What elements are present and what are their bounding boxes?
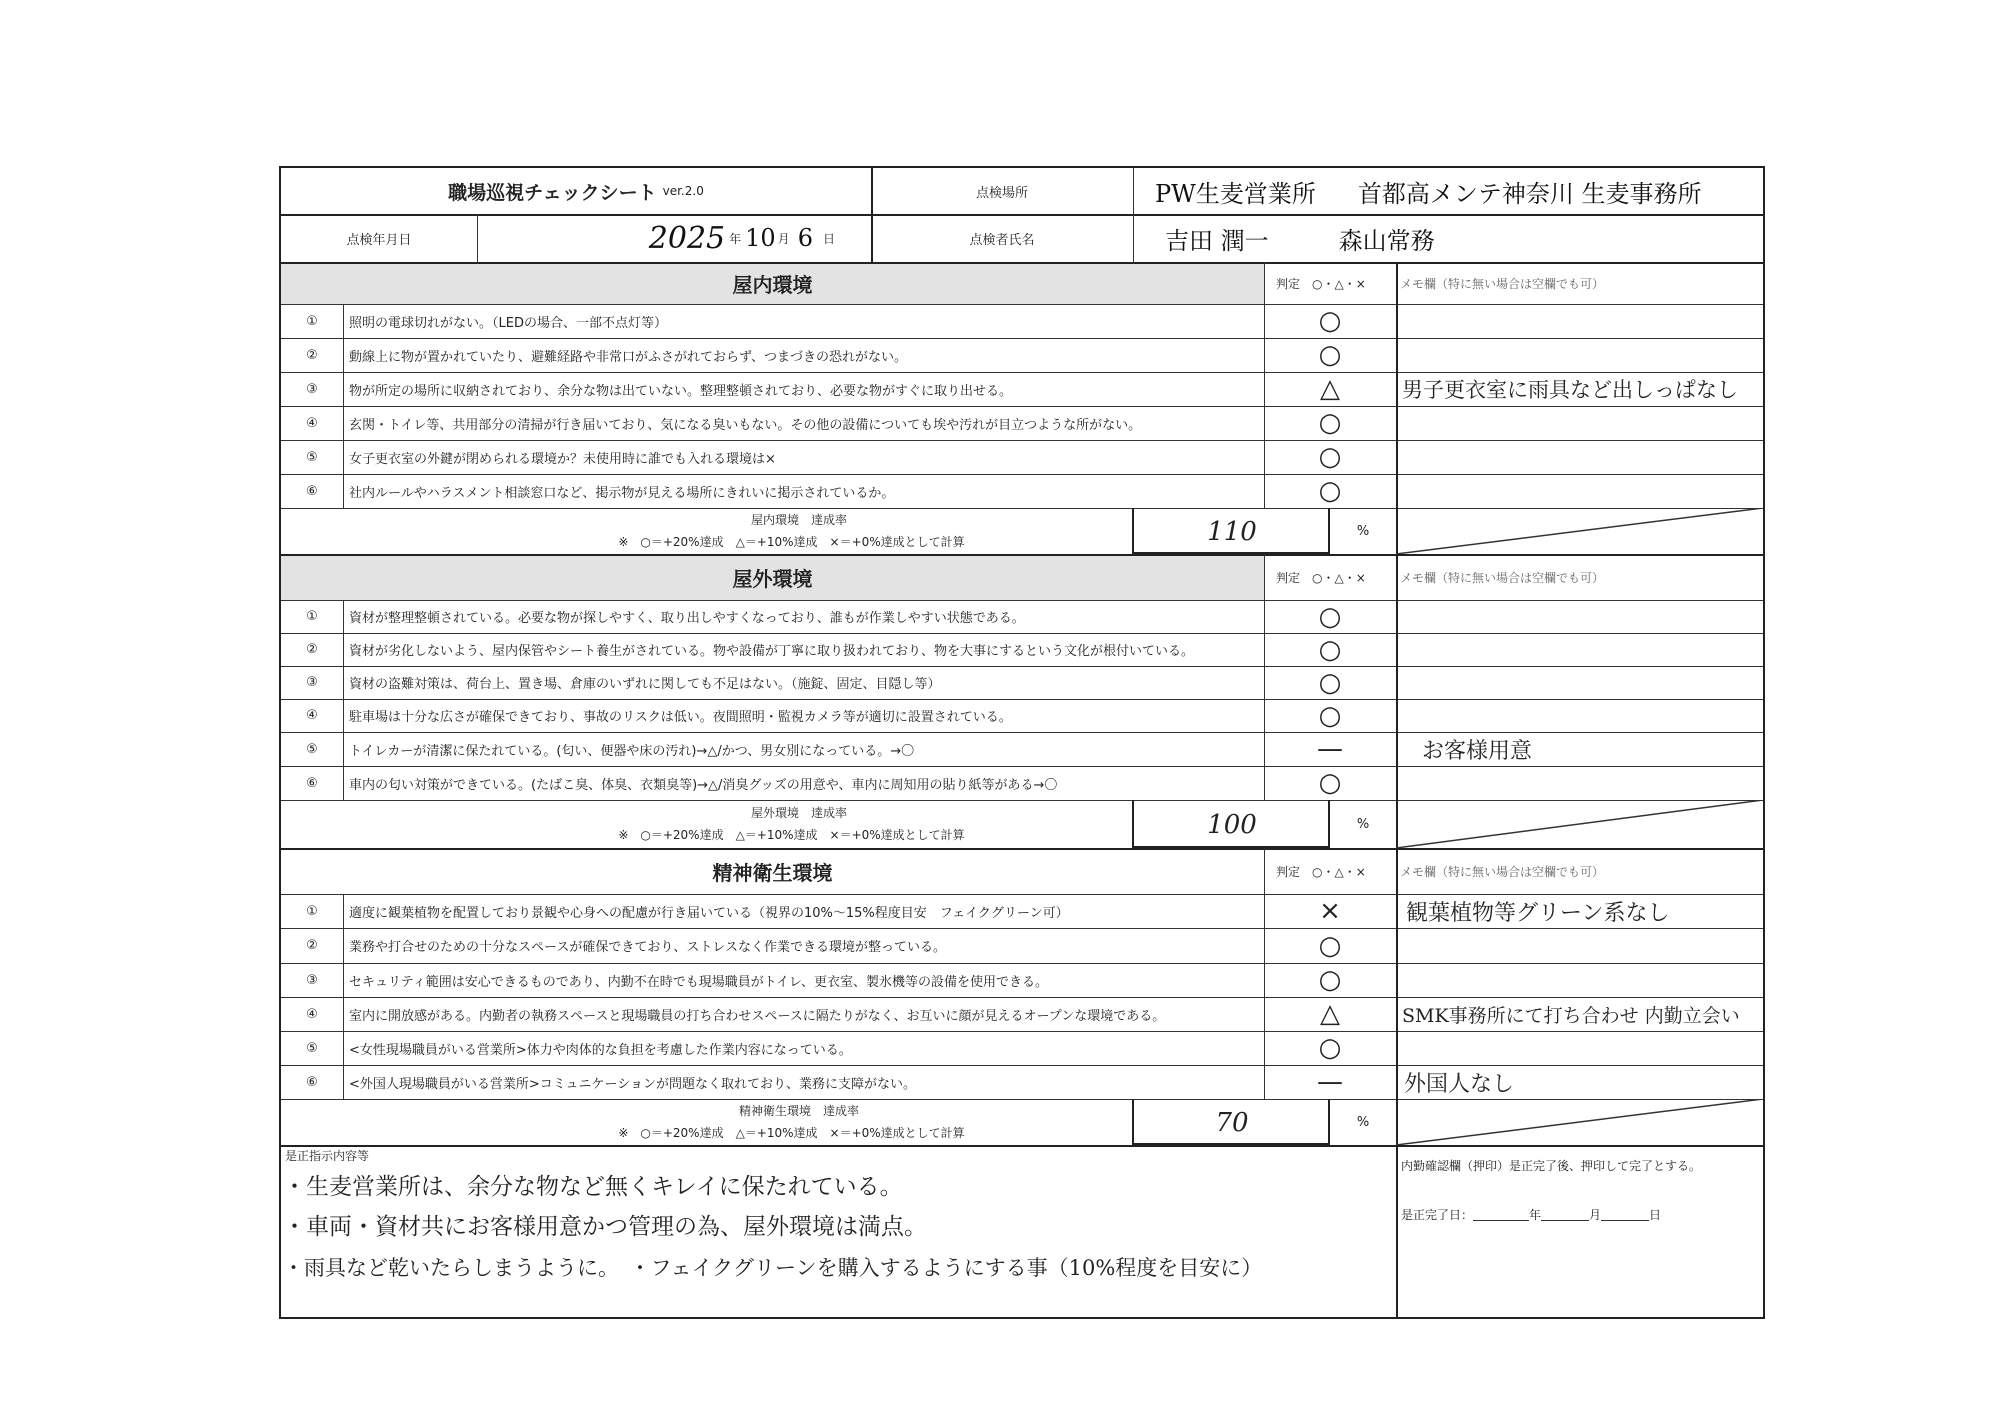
judge-header-indoor: 判定 ○・△・× — [1276, 276, 1366, 291]
memo-slash — [1396, 800, 1763, 848]
location-value — [1133, 168, 1763, 214]
outdoor-item-3-memo — [1396, 666, 1763, 699]
judge-header-outdoor: 判定 ○・△・× — [1276, 570, 1366, 585]
indoor-rate-unit: % — [1356, 523, 1370, 539]
mental-item-4-memo: SMK事務所にて打ち合わせ 内勤立会い — [1402, 1004, 1740, 1027]
indoor-item-5-text: 女子更衣室の外鍵が閉められる環境か？未使用時に誰でも入れる環境は× — [349, 451, 776, 467]
outdoor-rate-label-cell — [281, 800, 1132, 848]
indoor-item-6-mark: ○ — [1318, 476, 1342, 506]
grid-line — [343, 304, 344, 508]
mental-item-6-memo: 外国人なし — [1404, 1071, 1515, 1097]
outdoor-item-1-mark: ○ — [1318, 601, 1342, 632]
rate-box — [1132, 800, 1330, 848]
location-label: 点検場所 — [975, 185, 1028, 201]
grid-line — [1133, 168, 1134, 262]
memo-header-outdoor: メモ欄（特に無い場合は空欄でも可） — [1400, 570, 1605, 585]
mental-item-1-mark: × — [1319, 896, 1341, 926]
date-day: 6 — [797, 224, 813, 252]
date-label: 点検年月日 — [346, 232, 412, 248]
mental-rate-note: ※ ○＝+20%達成 △＝+10%達成 ×＝+0%達成として計算 — [618, 1126, 965, 1140]
outdoor-rate-unit: % — [1356, 816, 1370, 832]
grid-line — [281, 1145, 1763, 1147]
inspector-name-1: 吉田 潤一 — [1165, 226, 1269, 255]
mental-item-5-mark: ○ — [1318, 1033, 1342, 1063]
indoor-item-3-num: ③ — [306, 381, 318, 397]
grid-line — [281, 766, 1763, 767]
month-blank — [1541, 1208, 1589, 1221]
memo-slash — [1396, 1099, 1763, 1145]
indoor-item-1-memo — [1396, 304, 1763, 338]
mental-item-6-text: <外国人現場職員がいる営業所>コミュニケーションが問題なく取れており、業務に支障がない。 — [349, 1076, 917, 1092]
grid-line — [281, 997, 1763, 998]
indoor-item-6-text: 社内ルールやハラスメント相談窓口など、掲示物が見える場所にきれいに掲示されているか。 — [349, 485, 895, 501]
outdoor-item-3-num: ③ — [306, 675, 318, 690]
mental-rate-label-cell — [281, 1099, 1132, 1145]
grid-line — [343, 600, 344, 800]
indoor-item-2-memo — [1396, 338, 1763, 372]
outdoor-item-1-memo — [1396, 600, 1763, 633]
outdoor-rate-value: 100 — [1207, 810, 1257, 840]
grid-line — [281, 338, 1763, 339]
grid-line — [281, 633, 1763, 634]
grid-line — [281, 214, 1763, 216]
outdoor-item-3-mark: ○ — [1318, 667, 1342, 698]
grid-line — [1264, 848, 1265, 1099]
section-title-indoor: 屋内環境 — [281, 262, 1264, 304]
mental-item-3-memo — [1396, 963, 1763, 997]
outdoor-item-5-num: ⑤ — [306, 741, 318, 757]
confirm-label: 内勤確認欄（押印）是正完了後、押印して完了とする。 — [1401, 1159, 1702, 1173]
indoor-item-1-text: 照明の電球切れがない。（LEDの場合、一部不点灯等） — [349, 315, 667, 331]
outdoor-item-6-memo — [1396, 766, 1763, 800]
year-blank — [1473, 1208, 1529, 1221]
outdoor-item-5-mark: — — [1317, 734, 1343, 764]
indoor-item-6-memo — [1396, 474, 1763, 508]
outdoor-item-4-text: 駐車場は十分な広さが確保できており、事故のリスクは低い。夜間照明・監視カメラ等が適切に設置されている。 — [349, 710, 1012, 725]
outdoor-item-3-text: 資材の盗難対策は、荷台上、置き場、倉庫のいずれに関しても不足はない。（施錠、固定、目隠し等） — [349, 677, 941, 692]
rate-box — [1132, 1099, 1330, 1145]
date-month: 10 — [745, 224, 776, 252]
mental-item-6-mark: — — [1317, 1067, 1343, 1097]
grid-line — [281, 440, 1763, 441]
outdoor-item-6-num: ⑥ — [306, 775, 318, 791]
mental-rate-unit: % — [1356, 1114, 1370, 1130]
outdoor-item-2-memo — [1396, 633, 1763, 666]
grid-line — [281, 699, 1763, 700]
complete-date-row — [1401, 1204, 1761, 1224]
complete-date-label: 是正完了日： — [1401, 1207, 1474, 1222]
sheet-title-text: 職場巡視チェックシート — [448, 181, 657, 204]
mental-item-5-num: ⑤ — [306, 1040, 318, 1056]
indoor-item-4-num: ④ — [306, 415, 318, 431]
indoor-rate-value: 110 — [1207, 517, 1257, 547]
mental-rate-label: 精神衛生環境 達成率 — [738, 1104, 859, 1118]
corrective-line-2: ・車両・資材共にお客様用意かつ管理の為、屋外環境は満点。 — [283, 1214, 927, 1240]
mental-item-1-memo: 観葉植物等グリーン系なし — [1406, 900, 1670, 926]
outdoor-item-5-memo: お客様用意 — [1422, 738, 1533, 764]
indoor-item-4-memo — [1396, 406, 1763, 440]
mental-item-4-text: 室内に開放感がある。内勤者の執務スペースと現場職員の打ち合わせスペースに隔たりがなく、お互いに顔が見えるオープンな環境である。 — [349, 1008, 1166, 1024]
mental-item-2-mark: ○ — [1318, 930, 1342, 961]
inspection-sheet — [279, 166, 1765, 1319]
outdoor-item-1-text: 資材が整理整頓されている。必要な物が探しやすく、取り出しやすくなっており、誰もが作業しやすい状態である。 — [349, 611, 1025, 626]
date-month-unit: 月 — [777, 231, 790, 246]
corrective-line-3: ・雨具など乾いたらしまうように。 ・フェイクグリーンを購入するようにする事（10%程度を目安に） — [283, 1256, 1263, 1280]
year-unit: 年 — [1529, 1207, 1542, 1222]
memo-slash — [1396, 508, 1763, 554]
inspector-name-2: 森山常務 — [1338, 226, 1435, 255]
grid-line — [281, 600, 1763, 601]
inspector-label: 点検者氏名 — [969, 232, 1035, 248]
indoor-item-1-mark: ○ — [1318, 306, 1342, 336]
indoor-item-3-memo: 男子更衣室に雨具など出しっぱなし — [1402, 378, 1738, 402]
outdoor-item-4-mark: ○ — [1318, 700, 1342, 731]
grid-line — [281, 474, 1763, 475]
grid-line — [871, 168, 873, 262]
day-unit: 日 — [1649, 1207, 1662, 1222]
location-value-1: PW生麦営業所 — [1155, 179, 1316, 208]
indoor-item-5-memo — [1396, 440, 1763, 474]
outdoor-item-6-text: 車内の匂い対策ができている。(たばこ臭、体臭、衣類臭等)→△/消臭グッズの用意や、車内に周知用の貼り紙等がある→〇 — [349, 777, 1058, 793]
indoor-item-2-num: ② — [306, 347, 318, 363]
indoor-item-5-num: ⑤ — [306, 449, 318, 465]
grid-line — [343, 894, 344, 1099]
indoor-item-2-text: 動線上に物が置かれていたり、避難経路や非常口がふさがれておらず、つまづきの恐れがない。 — [349, 349, 907, 365]
location-value-2: 首都高メンテ神奈川 生麦事務所 — [1357, 179, 1702, 208]
outdoor-rate-label: 屋外環境 達成率 — [750, 806, 847, 820]
day-blank — [1601, 1208, 1649, 1221]
indoor-item-1-num: ① — [306, 313, 318, 329]
judge-header-mental: 判定 ○・△・× — [1276, 864, 1366, 879]
outdoor-item-6-mark: ○ — [1318, 768, 1342, 798]
corrective-line-1: ・生麦営業所は、余分な物など無くキレイに保たれている。 — [283, 1174, 903, 1200]
section-title-outdoor: 屋外環境 — [281, 554, 1264, 600]
outdoor-item-5-text: トイレカーが清潔に保たれている。(匂い、便器や床の汚れ)→△/かつ、男女別になっている。→〇 — [349, 743, 915, 759]
date-day-unit: 日 — [822, 231, 835, 246]
outdoor-item-2-text: 資材が劣化しないよう、屋内保管やシート養生がされている。物や設備が丁寧に取り扱われており、物を大事にするという文化が根付いている。 — [349, 644, 1195, 659]
mental-item-5-text: <女性現場職員がいる営業所>体力や肉体的な負担を考慮した作業内容になっている。 — [349, 1042, 852, 1058]
grid-line — [281, 848, 1763, 850]
memo-header-mental: メモ欄（特に無い場合は空欄でも可） — [1400, 864, 1605, 879]
indoor-item-5-mark: ○ — [1318, 442, 1342, 472]
corrective-label: 是正指示内容等 — [285, 1149, 370, 1163]
grid-line — [281, 406, 1763, 407]
outdoor-item-2-num: ② — [306, 642, 318, 657]
grid-line — [281, 894, 1763, 895]
outdoor-item-4-num: ④ — [306, 708, 318, 723]
inspector-value — [1133, 214, 1763, 262]
month-unit: 月 — [1589, 1207, 1602, 1222]
mental-item-2-num: ② — [306, 938, 318, 953]
grid-line — [281, 262, 1763, 264]
indoor-item-4-mark: ○ — [1318, 408, 1342, 438]
mental-item-3-text: セキュリティ範囲は安心できるものであり、内勤不在時でも現場職員がトイレ、更衣室、製氷機等の設備を使用できる。 — [349, 974, 1049, 990]
mental-item-5-memo — [1396, 1031, 1763, 1065]
grid-line — [281, 666, 1763, 667]
memo-header-indoor: メモ欄（特に無い場合は空欄でも可） — [1400, 276, 1605, 291]
mental-item-6-num: ⑥ — [306, 1074, 318, 1090]
grid-line — [281, 963, 1763, 964]
indoor-item-3-mark: △ — [1320, 374, 1340, 404]
mental-rate-value: 70 — [1215, 1108, 1249, 1138]
version-label: ver.2.0 — [662, 184, 704, 198]
rate-box — [1132, 508, 1330, 554]
section-title-mental: 精神衛生環境 — [281, 848, 1264, 894]
grid-line — [281, 304, 1763, 305]
grid-line — [281, 1065, 1763, 1066]
indoor-item-6-num: ⑥ — [306, 483, 318, 499]
sheet-title — [281, 168, 871, 214]
grid-line — [281, 732, 1763, 733]
grid-line — [281, 554, 1763, 556]
grid-line — [1396, 262, 1398, 1317]
grid-line — [281, 1031, 1763, 1032]
mental-item-2-text: 業務や打合せのための十分なスペースが確保できており、ストレスなく作業できる環境が整っている。 — [349, 940, 946, 955]
outdoor-rate-note: ※ ○＝+20%達成 △＝+10%達成 ×＝+0%達成として計算 — [618, 828, 965, 842]
date-year: 2025 — [648, 220, 726, 256]
mental-item-1-text: 適度に観葉植物を配置しており景観や心身への配慮が行き届いている（視界の10%～15%程度目安 フェイクグリーン可） — [349, 905, 1069, 921]
indoor-rate-label: 屋内環境 達成率 — [750, 513, 847, 527]
grid-line — [281, 372, 1763, 373]
date-year-unit: 年 — [729, 231, 742, 246]
mental-item-2-memo — [1396, 928, 1763, 963]
mental-item-3-mark: ○ — [1318, 965, 1342, 995]
indoor-rate-note: ※ ○＝+20%達成 △＝+10%達成 ×＝+0%達成として計算 — [618, 535, 965, 549]
date-value — [477, 214, 871, 262]
grid-line — [281, 928, 1763, 929]
indoor-item-2-mark: ○ — [1318, 340, 1342, 370]
outdoor-item-1-num: ① — [306, 609, 318, 624]
mental-item-1-num: ① — [306, 903, 318, 919]
grid-line — [477, 214, 478, 262]
outdoor-item-2-mark: ○ — [1318, 634, 1342, 665]
indoor-item-4-text: 玄関・トイレ等、共用部分の清掃が行き届いており、気になる臭いもない。その他の設備についても埃や汚れが目立つような所がない。 — [349, 417, 1142, 433]
mental-item-4-mark: △ — [1320, 999, 1340, 1029]
mental-item-4-num: ④ — [306, 1006, 318, 1022]
outdoor-item-4-memo — [1396, 699, 1763, 732]
indoor-rate-label-cell — [281, 508, 1132, 554]
grid-line — [1264, 554, 1265, 800]
mental-item-3-num: ③ — [306, 972, 318, 988]
indoor-item-3-text: 物が所定の場所に収納されており、余分な物は出ていない。整理整頓されており、必要な物がすぐに取り出せる。 — [349, 383, 1013, 399]
grid-line — [1264, 262, 1265, 508]
